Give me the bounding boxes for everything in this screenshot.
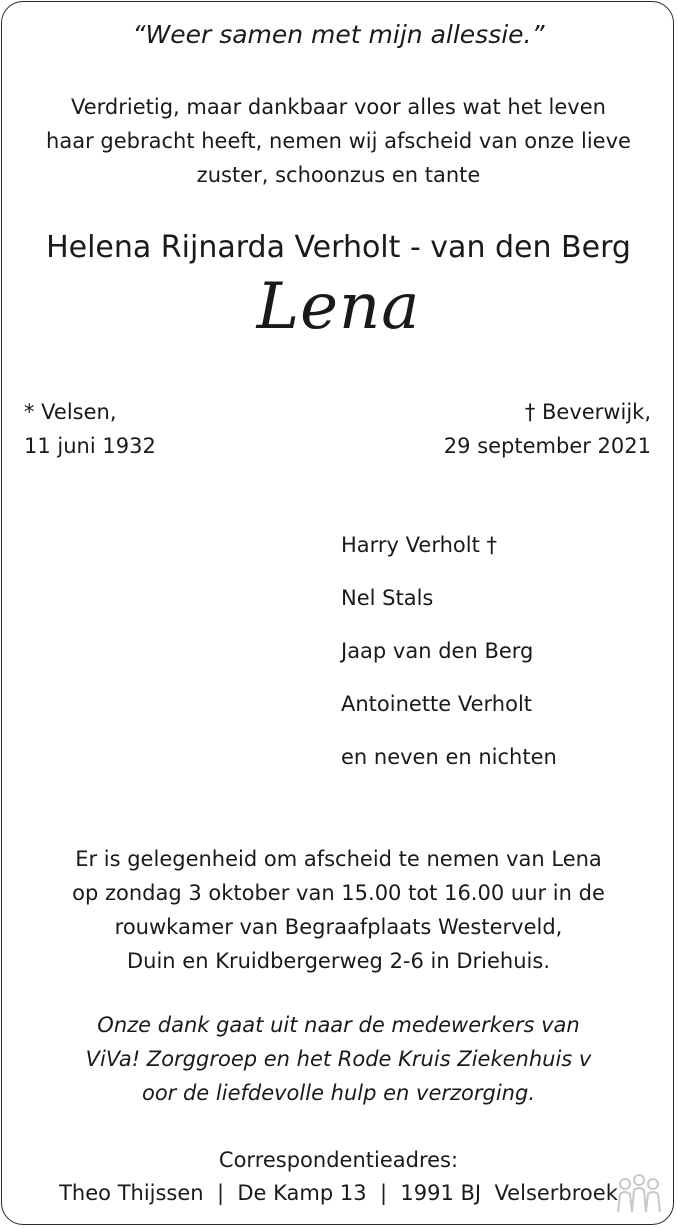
farewell-line: rouwkamer van Begraafplaats Westerveld,: [114, 915, 563, 939]
thanks-line: ViVa! Zorggroep en het Rode Kruis Ziekenhuis v: [85, 1047, 592, 1071]
farewell-line: op zondag 3 oktober van 15.00 tot 16.00 uur in de: [72, 881, 605, 905]
intro-text: [0, 90, 677, 192]
relative-item: Antoinette Verholt: [341, 692, 533, 716]
death-date: 29 september 2021: [443, 434, 651, 458]
intro-line: Verdrietig, maar dankbaar voor alles wat het leven: [71, 95, 606, 119]
relatives-list: [341, 528, 557, 793]
correspondence-label: Correspondentieadres:: [218, 1148, 459, 1172]
relative-item: Harry Verholt †: [341, 533, 497, 557]
farewell-line: Er is gelegenheid om afscheid te nemen van Lena: [75, 847, 602, 871]
birth-date: 11 juni 1932: [24, 434, 156, 458]
motto-quote: “Weer samen met mijn allessie.”: [132, 20, 545, 49]
relative-item: Nel Stals: [341, 586, 434, 610]
thanks-line: Onze dank gaat uit naar de medewerkers van: [97, 1013, 580, 1037]
correspondence-address: Theo Thijssen | De Kamp 13 | 1991 BJ Velserbroek: [59, 1181, 618, 1205]
death-place: † Beverwijk,: [524, 400, 651, 424]
thanks-line: oor de liefdevolle hulp en verzorging.: [141, 1081, 536, 1105]
deceased-call-name: Lena: [256, 270, 421, 344]
intro-line: haar gebracht heeft, nemen wij afscheid van onze lieve: [46, 129, 631, 153]
relative-item: Jaap van den Berg: [341, 639, 534, 663]
thanks-text: [0, 1008, 677, 1110]
birth-info: [24, 395, 156, 463]
people-group-icon: [615, 1174, 663, 1214]
farewell-info: [0, 842, 677, 978]
relative-item: en neven en nichten: [341, 745, 557, 769]
deceased-full-name: Helena Rijnarda Verholt - van den Berg: [46, 230, 631, 265]
farewell-line: Duin en Kruidbergerweg 2-6 in Driehuis.: [126, 949, 550, 973]
intro-line: zuster, schoonzus en tante: [196, 163, 481, 187]
death-info: [444, 395, 651, 463]
birth-place: * Velsen,: [24, 400, 117, 424]
